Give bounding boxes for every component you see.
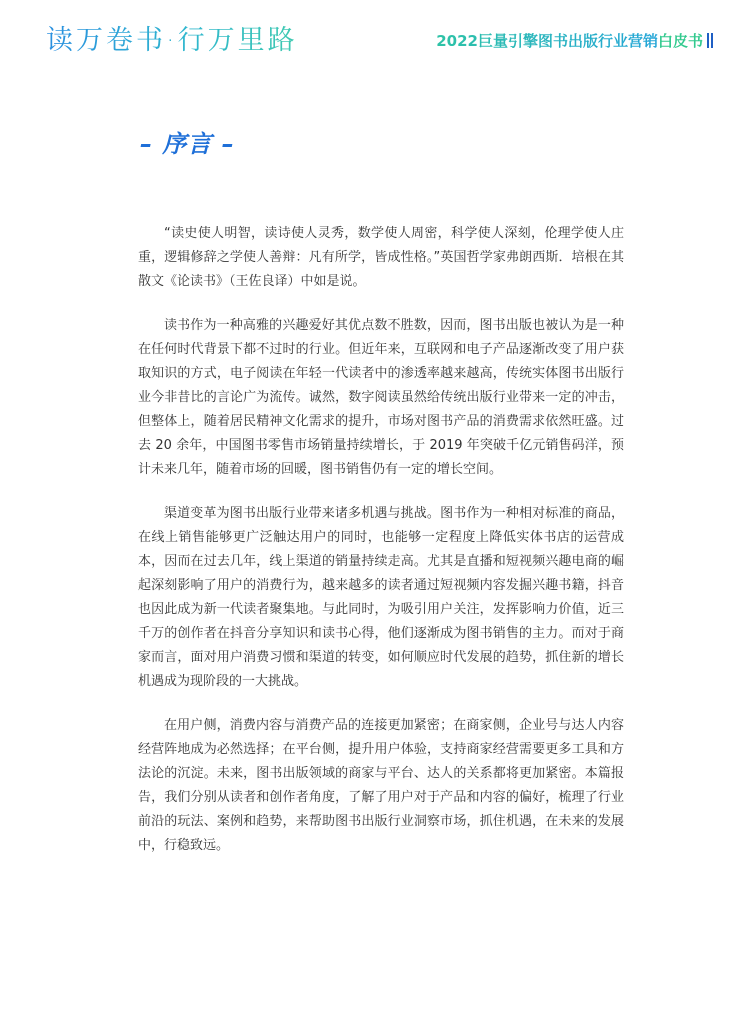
paragraph-4: 在用户侧，消费内容与消费产品的连接更加紧密；在商家侧，企业号与达人内容经营阵地成为必然选择；在平台侧，提升用户体验，支持商家经营需要更多工具和方法论的沉淀。未来，图书出版领域的商家与平台、达人的关系都将更加紧密。本篇报告，我们分别从读者和创作者角度，了解了用户对于产品和内容的偏好，梳理了行业前沿的玩法、案例和趋势，来帮助图书出版行业洞察市场，抓住机遇，在未来的发展中，行稳致远。 [138,718,624,853]
report-title-accent: 白皮书 [657,32,703,50]
paragraph-3: 渠道变革为图书出版行业带来诸多机遇与挑战。图书作为一种相对标准的商品，在线上销售能够更广泛触达用户的同时，也能够一定程度上降低实体书店的运营成本，因而在过去几年，线上渠道的销量持续走高。尤其是直播和短视频兴趣电商的崛起深刻影响了用户的消费行为，越来越多的读者通过短视频内容发掘兴趣书籍，抖音也因此成为新一代读者聚集地。与此同时，为吸引用户关注，发挥影响力价值，近三千万的创作者在抖音分享知识和读书心得，他们逐渐成为图书销售的主力。而对于商家而言，面对用户消费习惯和渠道的转变，如何顺应时代发展的趋势，抓住新的增长机遇成为现阶段的一大挑战。 [138,506,624,689]
report-title [436,30,713,51]
brand-slogan: 读万卷书·行万里路 [46,18,298,57]
paragraph-1: “读史使人明智，读诗使人灵秀，数学使人周密，科学使人深刻，伦理学使人庄重，逻辑修辞之学使人善辩：凡有所学，皆成性格。”英国哲学家弗朗西斯．培根在其散文《论读书》（王佐良译）中如是说。 [138,226,624,289]
title-bars-icon [707,33,713,48]
body-content [138,222,624,878]
page-header [0,0,755,80]
report-title-main: 2022巨量引擎图书出版行业营销 [436,32,658,50]
section-title: – 序言 – [140,130,235,158]
paragraph-2: 读书作为一种高雅的兴趣爱好其优点数不胜数，因而，图书出版也被认为是一种在任何时代背景下都不过时的行业。但近年来，互联网和电子产品逐渐改变了用户获取知识的方式，电子阅读在年轻一代读者中的渗透率越来越高，传统实体图书出版行业今非昔比的言论广为流传。诚然，数字阅读虽然给传统出版行业带来一定的冲击，但整体上，随着居民精神文化需求的提升，市场对图书产品的消费需求依然旺盛。过去 20 余年，中国图书零售市场销量持续增长，于 2019 年突破千亿元销售码洋，预计未来几年，随着市场的回暖，图书销售仍有一定的增长空间。 [138,318,624,477]
